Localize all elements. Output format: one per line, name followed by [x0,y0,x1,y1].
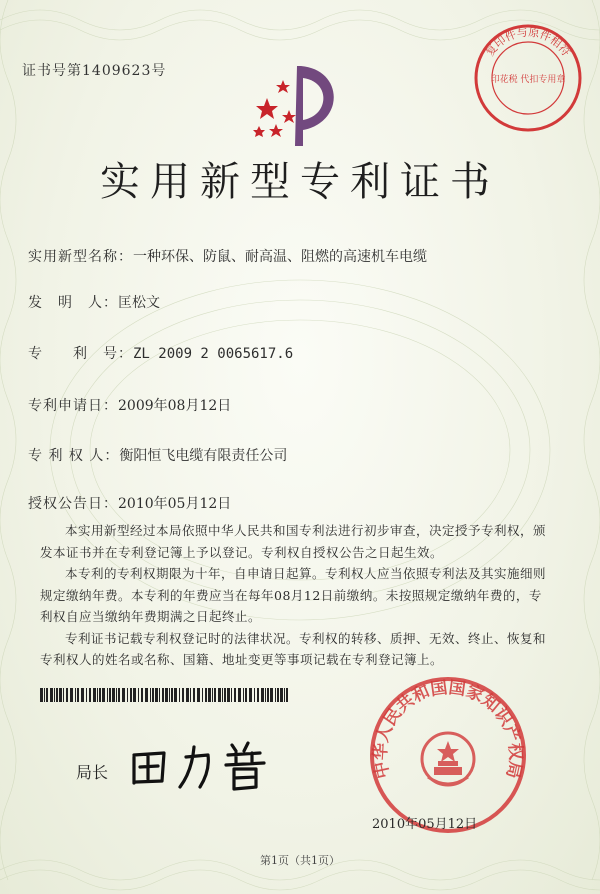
logo-star [253,126,265,137]
national-emblem-icon [422,733,474,785]
barcode-bar [107,688,108,702]
barcode-bar [102,688,105,702]
page-indicator: 第1页（共1页） [260,854,340,867]
field-value: 2009年08月12日 [118,398,232,414]
barcode-bar [66,688,68,702]
field-value: 衡阳恒飞电缆有限责任公司 [119,448,288,464]
field-label: 授权公告日： [28,496,118,512]
certificate-body [40,520,550,671]
barcode-bar [97,688,98,702]
barcode-bar [162,688,164,702]
barcode [40,688,290,702]
barcode-bar [182,688,184,702]
barcode-bar [275,688,276,702]
barcode-bar [86,688,87,702]
logo-star [282,110,296,123]
barcode-bar [243,688,244,702]
barcode-bar [56,688,58,702]
barcode-bar [50,688,53,702]
barcode-bar [70,688,73,702]
barcode-bar [234,688,236,702]
barcode-bar [133,688,136,702]
barcode-bar [238,688,241,702]
certificate-title: 实用新型专利证书 [100,159,500,205]
field-value: 匡松文 [118,295,160,311]
barcode-bar [174,688,177,702]
field-inventor [28,292,160,312]
logo-star [269,124,283,137]
barcode-bar [261,688,264,702]
barcode-bar [190,688,191,702]
barcode-bar [286,688,288,702]
field-label: 专 利 号： [28,346,133,362]
barcode-bar [171,688,173,702]
field-label: 发 明 人： [28,295,118,311]
barcode-bar [231,688,232,702]
body-paragraph-3: 专利证书记载专利权登记时的法律状况。专利权的转移、质押、无效、终止、恢复和专利权人的姓名或名称、国籍、地址变更等事项记载在专利登记簿上。 [40,630,547,667]
body-paragraph-2: 本专利的专利权期限为十年，自申请日起算。专利权人应当依照专利法及其实施细则规定缴纳年费。本专利的年费应当在每年08月12日前缴纳。未按照规定缴纳年费的，专利权自应当缴纳年费期满之日起终止。 [40,566,547,624]
field-value: ZL 2009 2 0065617.6 [133,346,294,362]
field-label: 专 利 权 人： [28,448,120,464]
barcode-bar [186,688,189,702]
logo-star [276,80,290,93]
barcode-bar [212,688,213,702]
barcode-bar [141,688,143,702]
barcode-bar [44,688,45,702]
barcode-bar [165,688,168,702]
barcode-bar [54,688,55,702]
field-label: 专利申请日： [28,398,118,414]
barcode-bar [81,688,84,702]
director-title: 局长 [76,763,109,782]
barcode-bar [254,688,255,702]
cnipa-logo [245,58,345,148]
barcode-bar [218,688,221,702]
barcode-bar [138,688,139,702]
barcode-bar [222,688,223,702]
barcode-bar [40,688,43,702]
field-value: 2010年05月12日 [118,496,232,512]
body-paragraph-1: 本实用新型经过本局依照中华人民共和国专利法进行初步审查，决定授予专利权，颁发本证书并在专利登记簿上予以登记。专利权自授权公告之日起生效。 [40,523,547,560]
barcode-bar [155,688,158,702]
barcode-bar [193,688,195,702]
barcode-bar [116,688,117,702]
copy-verification-stamp [472,22,584,134]
stamp-top-center-text: 印花税 代扣专用章 [490,75,566,85]
barcode-bar [197,688,200,702]
barcode-bar [130,688,132,702]
field-utility-model-name [28,246,427,266]
barcode-bar [46,688,48,702]
seal-date: 2010年05月12日 [372,817,478,832]
certificate-number: 证书号第1409623号 [22,63,167,79]
barcode-bar [214,688,216,702]
barcode-bar [179,688,180,702]
logo-star [256,98,278,119]
barcode-bar [202,688,203,702]
barcode-bar [122,688,125,702]
barcode-bar [127,688,128,702]
barcode-bar [99,688,101,702]
barcode-bar [59,688,62,702]
barcode-bar [145,688,148,702]
barcode-bar [227,688,230,702]
barcode-bar [224,688,226,702]
barcode-bar [169,688,170,702]
stamp-top-arc-text: 复印件与原件相符 [483,25,573,59]
barcode-bar [257,688,259,702]
barcode-bar [245,688,247,702]
barcode-bar [208,688,211,702]
barcode-bar [63,688,64,702]
barcode-bar [112,688,115,702]
barcode-bar [89,688,91,702]
barcode-bar [205,688,207,702]
barcode-bar [277,688,279,702]
barcode-bar [109,688,111,702]
barcode-bar [152,688,154,702]
barcode-bar [77,688,79,702]
field-grant-date [28,493,231,513]
seal-arc-text: 中华人民共和国国家知识产权局 [370,677,526,781]
barcode-bar [118,688,120,702]
barcode-bar [284,688,285,702]
field-label: 实用新型名称： [28,249,133,265]
barcode-bar [159,688,160,702]
barcode-bar [265,688,266,702]
national-ipa-seal [368,675,528,835]
field-filing-date [28,395,231,415]
barcode-bar [270,688,273,702]
field-patent-number [28,343,293,363]
barcode-bar [75,688,76,702]
field-patentee [28,445,287,465]
barcode-bar [267,688,269,702]
director-signature [128,735,288,795]
barcode-bar [280,688,283,702]
barcode-bar [93,688,96,702]
field-value: 一种环保、防鼠、耐高温、阻燃的高速机车电缆 [133,249,427,265]
barcode-bar [249,688,252,702]
barcode-bar [150,688,151,702]
